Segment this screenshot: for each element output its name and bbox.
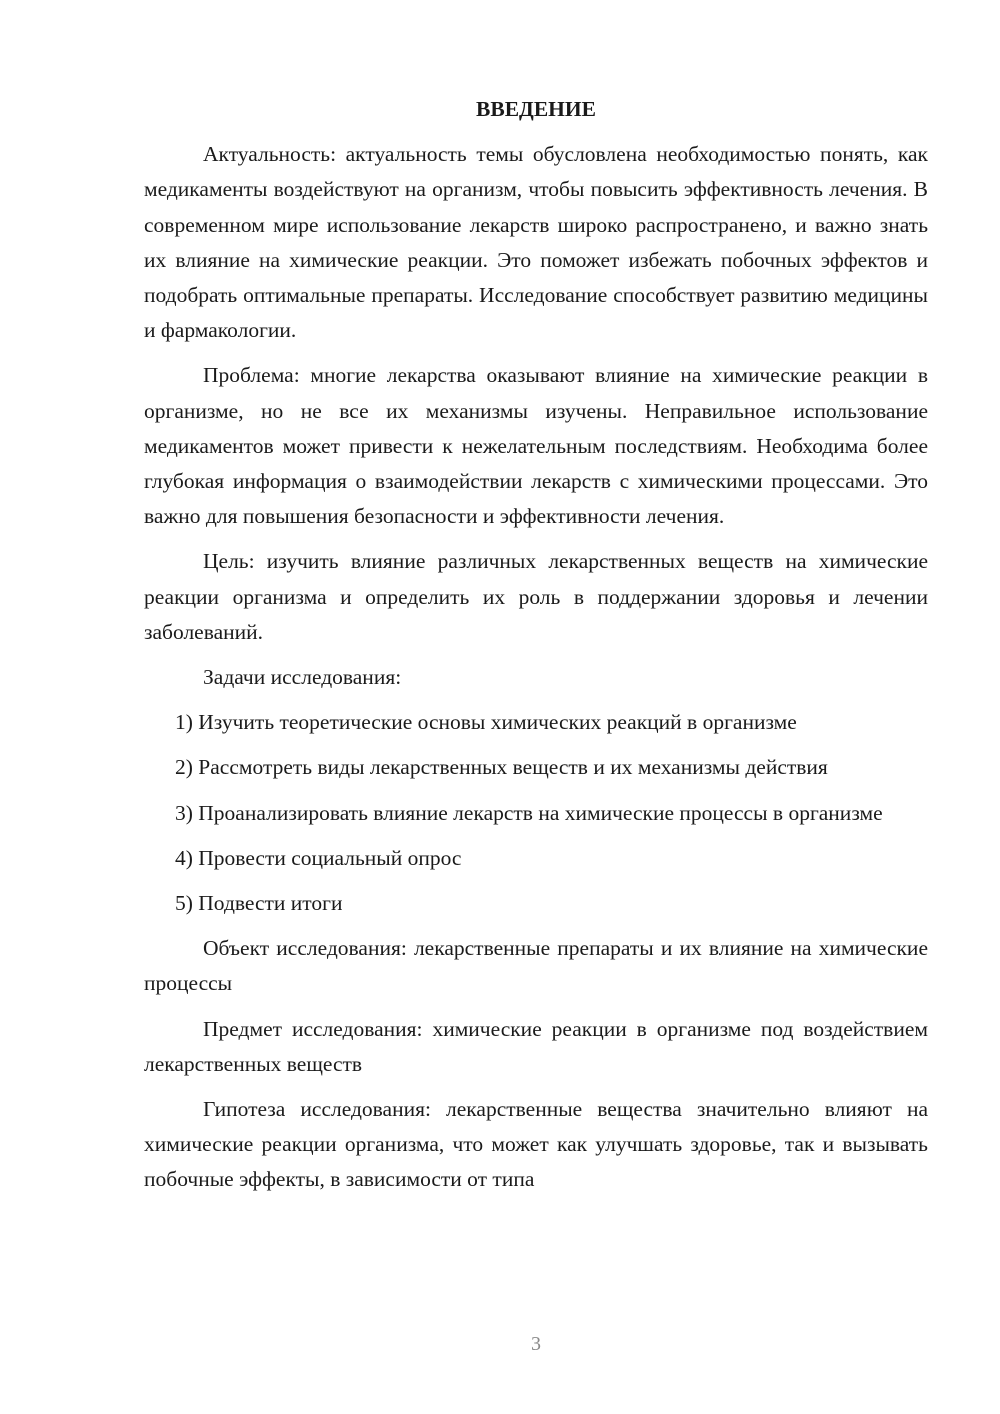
tasks-heading: Задачи исследования: [203,665,402,690]
task-item: 4) Провести социальный опрос [175,845,462,870]
relevance-paragraph: Актуальность: актуальность темы обусловлена необходимостью понять, как медикаменты воздействуют на организм, чтобы повысить эффективность лечения. В современном мире использование лекарств широко распространено, и важно знать их влияние на химические реакции. Это поможет избежать побочных эффектов и подобрать оптимальные препараты. Исследование способствует развитию медицины и фармакологии. [144,142,928,343]
page-number: 3 [531,1333,541,1355]
task-item: 1) Изучить теоретические основы химических реакций в организме [175,710,797,735]
task-item: 5) Подвести итоги [175,891,343,916]
problem-paragraph: Проблема: многие лекарства оказывают влияние на химические реакции в организме, но не все их механизмы изучены. Неправильное использование медикаментов может привести к нежелательным последствиям. Необходима более глубокая информация о взаимодействии лекарств с химическими процессами. Это важно для повышения безопасности и эффективности лечения. [144,363,928,529]
task-item: 3) Проанализировать влияние лекарств на химические процессы в организме [175,800,883,825]
page-content [144,92,928,1208]
object-paragraph: Объект исследования: лекарственные препараты и их влияние на химические процессы [144,936,928,996]
goal-paragraph: Цель: изучить влияние различных лекарственных веществ на химические реакции организма и определить их роль в поддержании здоровья и лечении заболеваний. [144,549,928,644]
section-title: ВВЕДЕНИЕ [476,97,596,121]
task-item: 2) Рассмотреть виды лекарственных веществ и их механизмы действия [175,755,828,780]
hypothesis-paragraph: Гипотеза исследования: лекарственные вещества значительно влияют на химические реакции организма, что может как улучшать здоровье, так и вызывать побочные эффекты, в зависимости от типа [144,1097,928,1192]
subject-paragraph: Предмет исследования: химические реакции в организме под воздействием лекарственных веществ [144,1016,928,1076]
